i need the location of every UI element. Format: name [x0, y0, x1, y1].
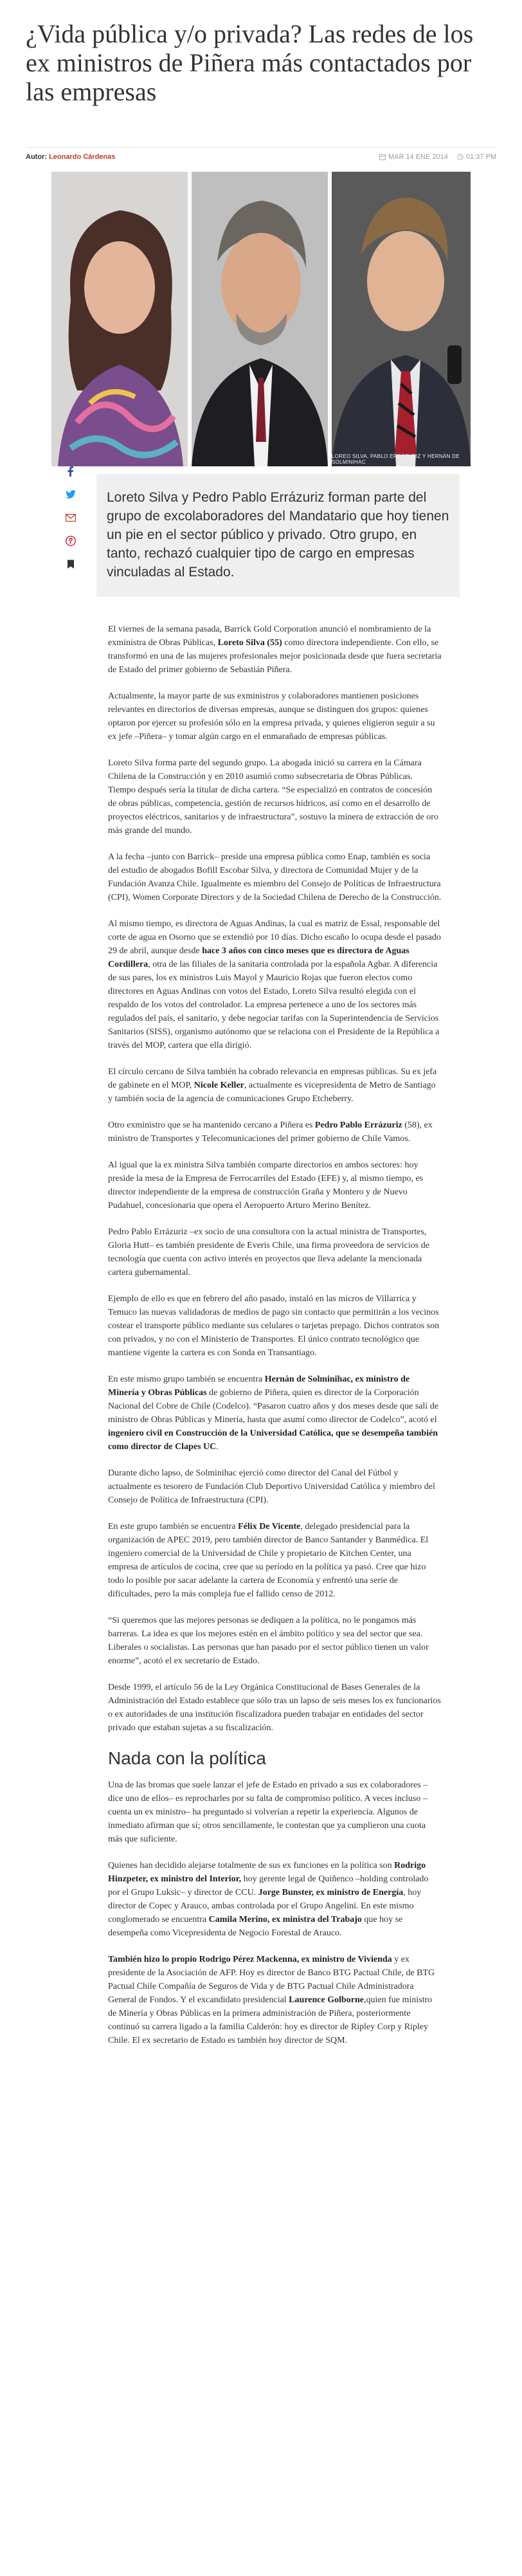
highlight: Rodrigo Hinzpeter, ex ministro del Interior, [108, 1861, 426, 1884]
paragraph: Ejemplo de ello es que en febrero del año pasado, instaló en las micros de Villarrica y Temuco las nuevas validadoras de medios de pago sin contacto que permitirán a los vecinos costear el transporte público mediante sus celulares o tarjetas prepago. Dichos contratos son con privados, y no con el Ministerio de Transportes. El único contrato tecnológico que mantiene vigente la cartera es con Sonda en Transantiago. [108, 1294, 440, 1358]
text-span: hoy gerente legal de Quiñenco –holding controlado por el Grupo Luksic– y director de CCU. [108, 1874, 429, 1897]
paragraph: Desde 1999, el artículo 56 de la Ley Orgánica Constitucional de Bases Generales de la Administración del Estado establece que sólo tras un lapso de seis meses los ex funcionarios o ex autoridades de una institución fiscalizadora pueden trabajar en entidades del sector privado que estaban sujetas a su fiscalización. [108, 1683, 441, 1733]
text-span: ,quien fue ministro de Minería y Obras Públicas en la primera administración de Piñera, posteriormente continuó su carrera ligado a la familia Calderón: hoy es director de Ripley Corp y Ripley Chile. El ex secretario de Estado es también hoy director de SQM. [108, 1995, 433, 2045]
time-text: 01:37 PM [465, 152, 496, 161]
date [379, 153, 448, 161]
text-span: y ex presidente de la Asociación de AFP. Hoy es director de Banco BTG Pactual Chile, de BTG Pactual Chile Compañía de Seguros de Vida y de BTG Pactual Chile Administradora General de Fondos. Y el excandidato presidencial [108, 1955, 435, 2005]
text-span: que hoy se desempeña como Vicepresidenta de Negocio Forestal de Arauco. [108, 1915, 403, 1938]
publish-info [379, 153, 496, 161]
headline: ¿Vida pública y/o privada? Las redes de los ex ministros de Piñera más contactados por las empresas [26, 19, 474, 106]
person-name: Pedro Pablo Errázuriz [314, 1120, 402, 1130]
text-span: como directora independiente. Con ello, se transformó en una de las mujeres profesionales mejor posicionada desde que fuera secretaria de Estado del primer gobierno de Sebastián Piñera. [108, 638, 442, 675]
text-span: En este mismo grupo también se encuentra [108, 1375, 265, 1384]
text-span: El viernes de la semana pasada, Barrick Gold Corporation anunció el nombramiento de la exministra de Obras Públicas, [108, 625, 431, 648]
person-name: Laurence Golborne [289, 1995, 364, 2005]
author-label: Autor: [26, 152, 47, 161]
text-span: , otra de las filiales de la sanitaria controlada por la española Agbar. A diferencia de sus pares, los ex ministros Luis Mayol y Mauricio Rojas que fueron electos como directores en Aguas Andinas con votos del Estado, Loreto Silva resultó elegida con el respaldo de los votos del controlador. La empresa pertenece a uno de los sectores más regulados del país, el sanitario, y debe negociar tarifas con la Superintendencia de Servicios Sanitarios (SISS), organismo autónomo que se relaciona con el Presidente de la República a través del MOP, cartera que ella dirigió. [108, 960, 440, 1050]
paragraph [108, 623, 442, 677]
time [457, 153, 496, 161]
paragraph: El círculo cercano de Silva también ha cobrado relevancia en empresas públicas. Su ex jefa de gabinete en el MOP, Nicole Keller, actualmente es vicepresidenta de Metro de Santiago y también socia de la agencia de comunicaciones Grupo Etcheberry. [108, 1067, 437, 1104]
text-span: , delegado presidencial para la organización de APEC 2019, pero también director de Banco Santander y Banmédica. El ingeniero comercial de la Universidad de Chile y propietario de Kitchen Center, una empresa de artículos de cocina, cree que su período en la política ya pasó. Cree que hizo todo lo posible por sacar adelante la cartera de Economía y enfrentó una serie de dificultades, pero la más compleja fue el fallido censo de 2012. [108, 1522, 429, 1599]
highlight: hace 3 años con cinco meses que es directora de Aguas Cordillera [108, 946, 410, 969]
text-span: En este grupo también se encuentra [108, 1522, 239, 1531]
author-name-link[interactable]: Leonardo Cárdenas [49, 152, 116, 161]
section-heading: Nada con la política [108, 1748, 266, 1768]
text-span: (58), ex ministro de Transportes y Telecomunicaciones del primer gobierno de Chile Vamos. [108, 1120, 433, 1144]
photo-pedro-pablo-errazuriz [192, 172, 328, 466]
portrait-woman-icon [51, 172, 188, 466]
pinterest-share-button[interactable] [62, 533, 79, 549]
paragraph [108, 1373, 442, 1454]
paragraph: Al igual que la ex ministra Silva también comparte directorios en ambos sectores: hoy preside la mesa de la Empresa de Ferrocarriles del Estado (EFE) y, al mismo tiempo, es director independiente de la empresa de construcción Graña y Montero y de Nuevo Pudahuel, concesionaria que opera el Aeropuerto Arturo Merino Benítez. [108, 1160, 424, 1210]
bookmark-icon [67, 560, 75, 569]
paragraph: Durante dicho lapso, de Solminihac ejerció como director del Canal del Fútbol y actualmente es tesorero de Fundación Club Deportivo Universidad Católica y miembro del Consejo de Política de Infraestructura (CPI). [108, 1468, 435, 1505]
highlight: Camila Merino, ex ministra del Trabajo [208, 1915, 362, 1924]
text-span: , hoy director de Copec y Arauco, ambas controlada por el Grupo Angelini. En este mismo conglomerado se encuentra [108, 1888, 422, 1924]
highlight: Hernán de Solminihac, ex ministro de Minería y Obras Públicas [108, 1375, 410, 1398]
twitter-icon [66, 490, 76, 499]
paragraph [108, 1953, 442, 2047]
text-span: de gobierno de Piñera, quien es director de la Corporación Nacional del Cobre de Chile (Codelco). “Pasaron cuatro años y dos meses desde que salí de ministro de Obras Públicas y Minería, hasta que asumí como director de Codelco”, acotó el [108, 1388, 438, 1425]
photo-credit: LOREO SILVA, PABLO ERRÁZURIZ Y HERNÁN DE SOLMINIHAC [332, 453, 460, 465]
facebook-icon [66, 466, 76, 477]
text-span: . [216, 1442, 219, 1452]
article-body [108, 623, 442, 2047]
article-meta [26, 147, 496, 165]
person-name: Loreto Silva (55) [217, 638, 282, 648]
email-share-button[interactable] [62, 509, 79, 526]
text-span: Otro exministro que se ha mantenido cercano a Piñera es [108, 1120, 315, 1130]
social-share-bar [62, 463, 82, 572]
photo-loreto-silva [51, 172, 188, 466]
highlight: Jorge Bunster, ex ministro de Energía [258, 1888, 404, 1897]
facebook-share-button[interactable] [62, 463, 79, 480]
paragraph: Pedro Pablo Errázuriz –ex socio de una consultora con la actual ministra de Transportes, Gloria Hutt– es también presidente de Everis Chile, una firma proveedora de servicios de tecnología que cuenta con activo interés en proyectos que lleva adelante la mencionada cartera gubernamental. [108, 1227, 429, 1277]
calendar-icon [379, 154, 386, 160]
author [26, 153, 115, 161]
clock-icon [457, 154, 464, 160]
date-text: MAR 14 ENE 2014 [388, 152, 448, 161]
paragraph: Una de las bromas que suele lanzar el jefe de Estado en privado a sus ex colaboradores –dice uno de ellos– es reprocharles por su falta de compromiso político. A veces incluso –cuenta un ex ministro– ha preguntado si volverían a repetir la experiencia. Algunos de inmediato afirman que sí; otros sencillamente, le contestan que ya cumplieron una cuota más que suficiente. [108, 1780, 428, 1844]
paragraph [108, 1119, 442, 1146]
paragraph: Loreto Silva forma parte del segundo grupo. La abogada inició su carrera en la Cámara Chilena de la Construcción y en 2010 asumió como subsecretaria de Obras Públicas. Tiempo después sería la titular de dicha cartera. “Se especializó en contratos de concesión de obras públicas, competencia, gestión de recursos hídricos, así como en el desarrollo de proyectos eléctricos, sanitarios y de infraestructura”, sostuvo la minera de extracción de oro más grande del mundo. [108, 758, 438, 836]
paragraph [108, 917, 442, 1052]
paragraph [108, 1520, 442, 1601]
paragraph: A la fecha –junto con Barrick– preside una empresa pública como Enap, también es socia del estudio de abogados Bofill Escobar Silva, y directora de Comunidad Mujer y de la Fundación Avanza Chile. Igualmente es miembro del Consejo de Políticas de Infraestructura (CPI), Women Corporate Directors y de la Sociedad Chilena de Derecho de la Construcción. [108, 852, 442, 902]
twitter-share-button[interactable] [62, 486, 79, 503]
text-span: Al mismo tiempo, es directora de Aguas Andinas, la cual es matriz de Essal, responsable del corte de agua en Osorno que se extendió por 10 días. Dicho escaño lo ocupa desde el pasado 29 de abril, aunque desde [108, 919, 441, 956]
paragraph: Actualmente, la mayor parte de sus exministros y colaboradores mantienen posiciones relevantes en directorios de diversas empresas, aunque se distinguen dos grupos: quienes optaron por ejercer su profesión sólo en la empresa privada, y quienes eligieron seguir a su ex jefe –Piñera– y tomar algún cargo en el enmarañado de empresas públicas. [108, 691, 435, 742]
person-name: Félix De Vicente [238, 1522, 301, 1531]
bookmark-button[interactable] [62, 556, 79, 572]
person-name: Nicole Keller [194, 1081, 244, 1090]
text-span: Quienes han decidido alejarse totalmente de sus ex funciones en la política son [108, 1861, 395, 1870]
lead-summary: Loreto Silva y Pedro Pablo Errázuriz forman parte del grupo de excolaboradores del Mandatario que hoy tienen un pie en el sector público y privado. Otro grupo, en tanto, rechazó cualquier tipo de cargo en empresas vinculadas al Estado. [96, 474, 460, 597]
photo-collage [51, 172, 471, 466]
highlight: También hizo lo propio Rodrigo Pérez Mackenna, ex ministro de Vivienda [108, 1955, 392, 1964]
paragraph: “Si queremos que las mejores personas se dediquen a la política, no le pongamos más barreras. La idea es que los mejores estén en el ámbito político y sea del sector que sea. Liberales o socialistas. Las personas que han pasado por el sector público tienen un valor enorme”, acotó el ex secretario de Estado. [108, 1616, 429, 1666]
photo-hernan-de-solminihac [332, 172, 471, 466]
highlight: ingeniero civil en Construcción de la Universidad Católica, que se desempeña también como director de Clapes UC [108, 1429, 438, 1452]
email-icon [66, 514, 76, 522]
portrait-man-icon [332, 172, 471, 466]
pinterest-icon [66, 536, 76, 546]
paragraph [108, 1859, 442, 1940]
portrait-man-icon [192, 172, 328, 466]
